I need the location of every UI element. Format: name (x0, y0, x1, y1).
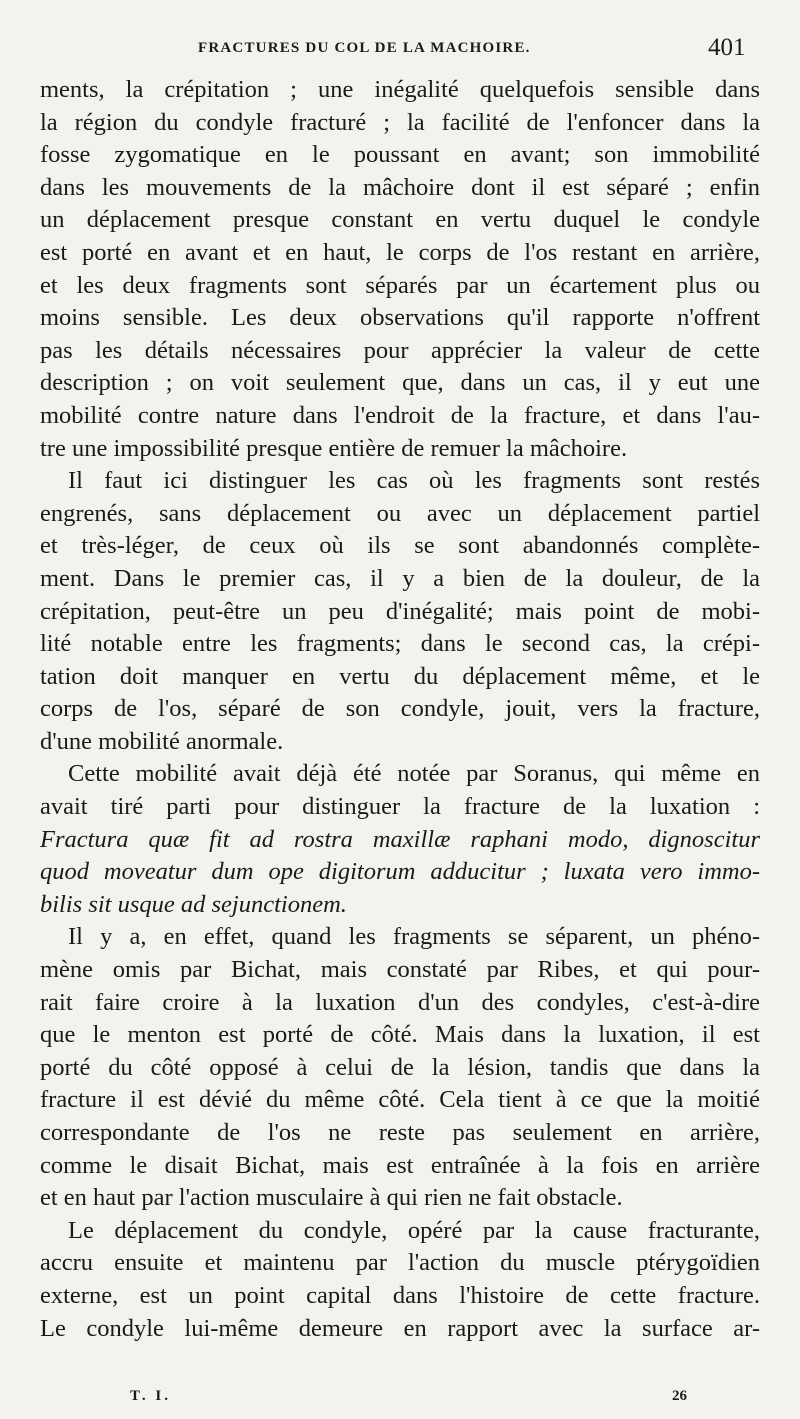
text-line: engrenés, sans déplacement ou avec un déplacement partiel (40, 499, 760, 527)
text-line: fracture il est dévié du même côté. Cela tient à ce que la moitié (40, 1086, 760, 1114)
text-line: et en haut par l'action musculaire à qui rien ne fait obstacle. (40, 1184, 623, 1212)
text-line: avait tiré parti pour distinguer la fracture de la luxation : (40, 793, 760, 821)
text-line: la région du condyle fracturé ; la facilité de l'enfoncer dans la (40, 108, 760, 136)
text-line: corps de l'os, séparé de son condyle, jouit, vers la fracture, (40, 695, 760, 723)
text-line: tation doit manquer en vertu du déplacement même, et le (40, 662, 760, 690)
text-line: tre une impossibilité presque entière de remuer la mâchoire. (40, 434, 628, 462)
text-line: et très-léger, de ceux où ils se sont abandonnés complète- (40, 532, 760, 560)
text-line: moins sensible. Les deux observations qu'il rapporte n'offrent (40, 304, 760, 332)
text-line: ment. Dans le premier cas, il y a bien de la douleur, de la (40, 564, 760, 592)
text-line: correspondante de l'os ne reste pas seulement en arrière, (40, 1119, 760, 1146)
text-line: dans les mouvements de la mâchoire dont il est séparé ; enfin (40, 173, 760, 201)
running-head: FRACTURES DU COL DE LA MACHOIRE. (198, 40, 531, 56)
sheet-number: 26 (672, 1388, 687, 1404)
text-line: description ; on voit seulement que, dans un cas, il y eut une (40, 369, 760, 397)
text-line: externe, est un point capital dans l'histoire de cette fracture. (40, 1281, 760, 1309)
text-line: rait faire croire à la luxation d'un des condyles, c'est-à-dire (40, 988, 760, 1016)
latin-quote-line: Fractura quæ fit ad rostra maxillæ raphani modo, dignoscitur (40, 825, 760, 853)
text-line: crépitation, peut-être un peu d'inégalité; mais point de mobi- (40, 597, 760, 625)
text-line: mène omis par Bichat, mais constaté par Ribes, et qui pour- (40, 956, 760, 984)
text-line: d'une mobilité anormale. (40, 727, 284, 755)
body-text (40, 74, 760, 1345)
text-line: lité notable entre les fragments; dans le second cas, la crépi- (40, 630, 760, 658)
text-line: fosse zygomatique en le poussant en avant; son immobilité (40, 141, 760, 169)
page-number: 401 (708, 34, 746, 61)
latin-quote-line: bilis sit usque ad sejunctionem. (40, 890, 347, 918)
text-line: Le condyle lui-même demeure en rapport avec la surface ar- (40, 1314, 760, 1342)
page-header (0, 34, 800, 68)
text-line: Cette mobilité avait déjà été notée par Soranus, qui même en (68, 760, 760, 788)
text-line: Il faut ici distinguer les cas où les fragments sont restés (68, 467, 760, 495)
text-line: Le déplacement du condyle, opéré par la cause fracturante, (68, 1216, 760, 1244)
page-footer (0, 1388, 800, 1410)
latin-quote-line: quod moveatur dum ope digitorum adducitur ; luxata vero immo- (40, 858, 760, 886)
text-line: ments, la crépitation ; une inégalité quelquefois sensible dans (40, 76, 760, 103)
text-line: et les deux fragments sont séparés par un écartement plus ou (40, 271, 760, 299)
text-line: Il y a, en effet, quand les fragments se séparent, un phéno- (68, 923, 760, 951)
text-line: que le menton est porté de côté. Mais dans la luxation, il est (40, 1021, 760, 1049)
text-line: comme le disait Bichat, mais est entraînée à la fois en arrière (40, 1151, 760, 1179)
text-line: est porté en avant et en haut, le corps de l'os restant en arrière, (40, 238, 760, 266)
text-line: mobilité contre nature dans l'endroit de la fracture, et dans l'au- (40, 401, 760, 429)
text-line: porté du côté opposé à celui de la lésion, tandis que dans la (40, 1053, 760, 1081)
text-line: pas les détails nécessaires pour apprécier la valeur de cette (40, 336, 760, 364)
text-line: un déplacement presque constant en vertu duquel le condyle (40, 206, 760, 234)
signature-mark: T. I. (130, 1388, 171, 1404)
text-line: accru ensuite et maintenu par l'action du muscle ptérygoïdien (40, 1249, 760, 1277)
